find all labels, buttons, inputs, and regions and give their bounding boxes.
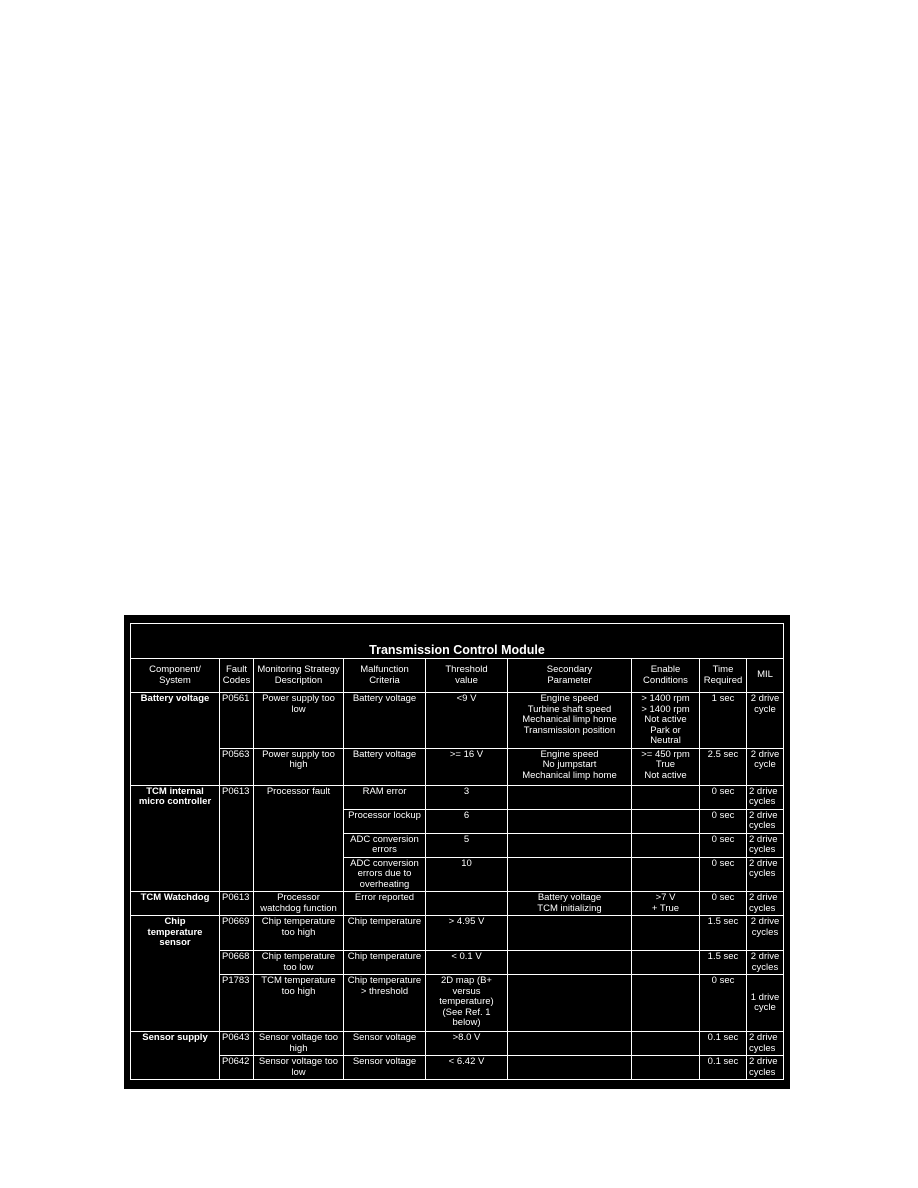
- mil-value: 2 drive cycles: [747, 809, 784, 833]
- mil-value: 2 drive cycles: [747, 916, 784, 951]
- malfunction-criteria: RAM error: [344, 785, 426, 809]
- fault-code: P1783: [220, 975, 254, 1032]
- strategy-description: Sensor voltage too high: [254, 1032, 344, 1056]
- secondary-parameter: [508, 1032, 632, 1056]
- time-required: 0 sec: [700, 857, 747, 892]
- threshold-value: < 6.42 V: [426, 1056, 508, 1080]
- malfunction-criteria: Chip temperature > threshold: [344, 975, 426, 1032]
- mil-value: 2 drive cycles: [747, 951, 784, 975]
- strategy-description: Sensor voltage too low: [254, 1056, 344, 1080]
- secondary-parameter: [508, 809, 632, 833]
- table-row: [131, 1056, 784, 1080]
- table-title: Transmission Control Module: [131, 624, 784, 659]
- secondary-parameter: Battery voltage TCM initializing: [508, 892, 632, 916]
- malfunction-criteria: Sensor voltage: [344, 1056, 426, 1080]
- malfunction-criteria: Chip temperature: [344, 916, 426, 951]
- enable-conditions: [632, 975, 700, 1032]
- secondary-parameter: [508, 1056, 632, 1080]
- enable-conditions: [632, 951, 700, 975]
- component-battery-voltage: Battery voltage: [131, 693, 220, 786]
- fault-code: P0613: [220, 892, 254, 916]
- enable-conditions: [632, 833, 700, 857]
- enable-conditions: [632, 1032, 700, 1056]
- time-required: 0.1 sec: [700, 1032, 747, 1056]
- threshold-value: 6: [426, 809, 508, 833]
- malfunction-criteria: Error reported: [344, 892, 426, 916]
- table-row: [131, 785, 784, 809]
- secondary-parameter: Engine speed No jumpstart Mechanical limp home: [508, 748, 632, 785]
- header-mil: MIL: [747, 659, 784, 693]
- enable-conditions: >= 450 rpm True Not active: [632, 748, 700, 785]
- table-row: [131, 975, 784, 1032]
- enable-conditions: [632, 857, 700, 892]
- mil-value: 2 drive cycles: [747, 857, 784, 892]
- malfunction-criteria: Sensor voltage: [344, 1032, 426, 1056]
- header-fault-codes: Fault Codes: [220, 659, 254, 693]
- time-required: 2.5 sec: [700, 748, 747, 785]
- secondary-parameter: [508, 916, 632, 951]
- table-row: [131, 951, 784, 975]
- threshold-value: <9 V: [426, 693, 508, 749]
- time-required: 1.5 sec: [700, 916, 747, 951]
- mil-value: 2 drive cycle: [747, 693, 784, 749]
- threshold-value: [426, 892, 508, 916]
- mil-value: 1 drive cycle: [747, 975, 784, 1032]
- secondary-parameter: [508, 951, 632, 975]
- mil-value: 2 drive cycles: [747, 1056, 784, 1080]
- threshold-value: < 0.1 V: [426, 951, 508, 975]
- malfunction-criteria: Battery voltage: [344, 748, 426, 785]
- time-required: 1 sec: [700, 693, 747, 749]
- enable-conditions: [632, 916, 700, 951]
- threshold-value: > 4.95 V: [426, 916, 508, 951]
- threshold-value: >= 16 V: [426, 748, 508, 785]
- threshold-value: 5: [426, 833, 508, 857]
- header-enable-conditions: Enable Conditions: [632, 659, 700, 693]
- enable-conditions: >7 V + True: [632, 892, 700, 916]
- fault-code: P0613: [220, 785, 254, 892]
- time-required: 0 sec: [700, 785, 747, 809]
- strategy-description: Processor fault: [254, 785, 344, 892]
- enable-conditions: > 1400 rpm > 1400 rpm Not active Park or Neutral: [632, 693, 700, 749]
- component-tcm-watchdog: TCM Watchdog: [131, 892, 220, 916]
- secondary-parameter: [508, 833, 632, 857]
- mil-value: 2 drive cycle: [747, 748, 784, 785]
- fault-code: P0642: [220, 1056, 254, 1080]
- fault-code: P0668: [220, 951, 254, 975]
- fault-code: P0643: [220, 1032, 254, 1056]
- time-required: 0 sec: [700, 809, 747, 833]
- header-row: [131, 659, 784, 693]
- time-required: 0 sec: [700, 833, 747, 857]
- header-secondary-parameter: Secondary Parameter: [508, 659, 632, 693]
- time-required: 1.5 sec: [700, 951, 747, 975]
- fault-code: P0669: [220, 916, 254, 951]
- malfunction-criteria: ADC conversion errors: [344, 833, 426, 857]
- malfunction-criteria: ADC conversion errors due to overheating: [344, 857, 426, 892]
- secondary-parameter: [508, 785, 632, 809]
- header-time-required: Time Required: [700, 659, 747, 693]
- mil-value: 2 drive cycles: [747, 892, 784, 916]
- time-required: 0 sec: [700, 892, 747, 916]
- enable-conditions: [632, 1056, 700, 1080]
- header-threshold: Threshold value: [426, 659, 508, 693]
- strategy-description: Processor watchdog function: [254, 892, 344, 916]
- component-tcm-micro-controller: TCM internal micro controller: [131, 785, 220, 892]
- table-row: [131, 916, 784, 951]
- secondary-parameter: Engine speed Turbine shaft speed Mechanical limp home Transmission position: [508, 693, 632, 749]
- table-row: [131, 693, 784, 749]
- strategy-description: Power supply too high: [254, 748, 344, 785]
- malfunction-criteria: Battery voltage: [344, 693, 426, 749]
- enable-conditions: [632, 809, 700, 833]
- secondary-parameter: [508, 857, 632, 892]
- enable-conditions: [632, 785, 700, 809]
- tcm-table: [130, 623, 784, 1080]
- table-row: [131, 748, 784, 785]
- component-chip-temperature-sensor: Chip temperature sensor: [131, 916, 220, 1032]
- header-monitoring-strategy: Monitoring Strategy Description: [254, 659, 344, 693]
- mil-value: 2 drive cycles: [747, 785, 784, 809]
- threshold-value: 10: [426, 857, 508, 892]
- time-required: 0.1 sec: [700, 1056, 747, 1080]
- table-frame: [124, 615, 790, 1089]
- malfunction-criteria: Chip temperature: [344, 951, 426, 975]
- threshold-value: 2D map (B+ versus temperature) (See Ref. 1 below): [426, 975, 508, 1032]
- mil-value: 2 drive cycles: [747, 833, 784, 857]
- header-component: Component/ System: [131, 659, 220, 693]
- fault-code: P0561: [220, 693, 254, 749]
- strategy-description: TCM temperature too high: [254, 975, 344, 1032]
- fault-code: P0563: [220, 748, 254, 785]
- strategy-description: Chip temperature too low: [254, 951, 344, 975]
- mil-value: 2 drive cycles: [747, 1032, 784, 1056]
- table-row: [131, 1032, 784, 1056]
- malfunction-criteria: Processor lockup: [344, 809, 426, 833]
- header-malfunction-criteria: Malfunction Criteria: [344, 659, 426, 693]
- secondary-parameter: [508, 975, 632, 1032]
- strategy-description: Power supply too low: [254, 693, 344, 749]
- component-sensor-supply: Sensor supply: [131, 1032, 220, 1080]
- table-row: [131, 892, 784, 916]
- threshold-value: 3: [426, 785, 508, 809]
- strategy-description: Chip temperature too high: [254, 916, 344, 951]
- time-required: 0 sec: [700, 975, 747, 1032]
- threshold-value: >8.0 V: [426, 1032, 508, 1056]
